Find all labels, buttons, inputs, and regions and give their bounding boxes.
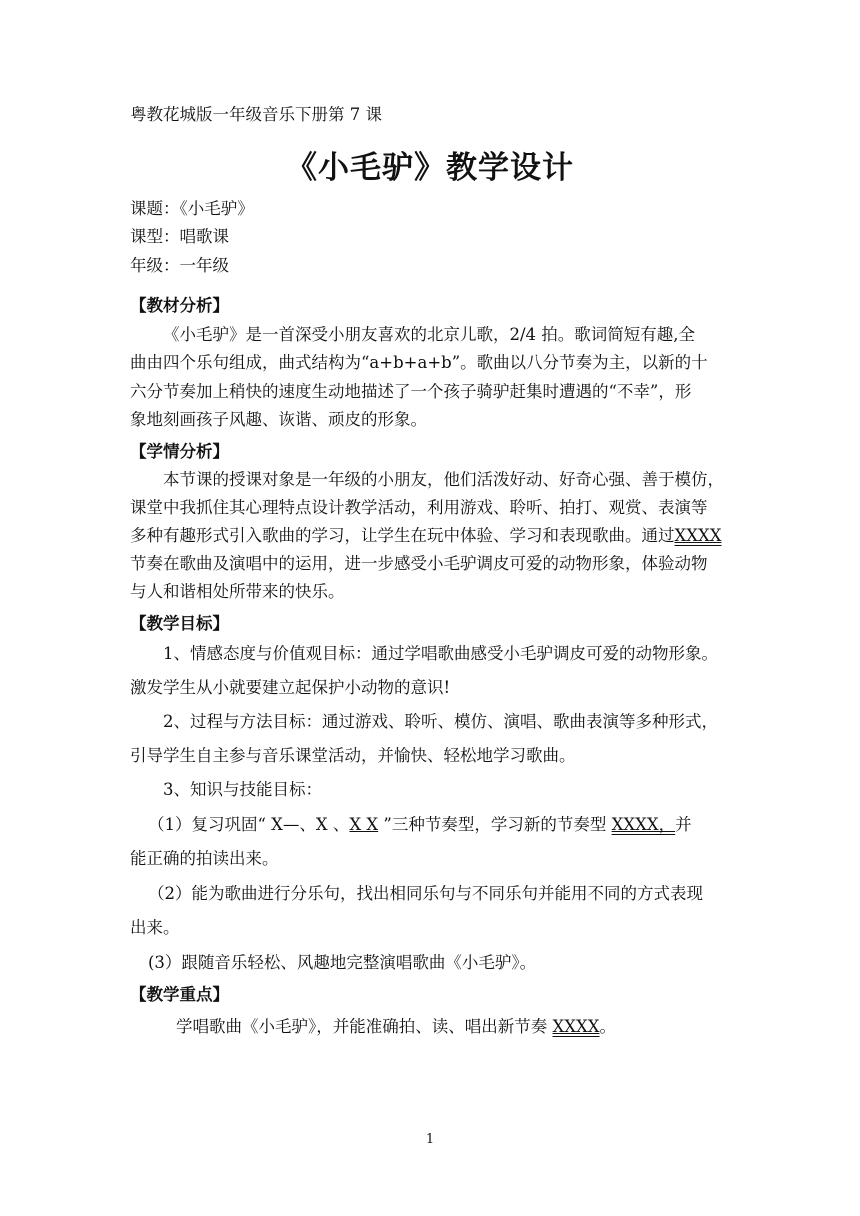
- students-line: 与人和谐相处所带来的快乐。: [130, 582, 345, 601]
- key-point-text: 。: [599, 1017, 616, 1036]
- rhythm-notation: XXXX，: [611, 815, 676, 834]
- meta-type: 课型：唱歌课: [130, 227, 229, 246]
- page-title: 《小毛驴》教学设计: [286, 150, 574, 186]
- material-line: 曲由四个乐句组成，曲式结构为“a+b+a+b”。歌曲以八分节奏为主，以新的十: [130, 353, 708, 372]
- goal-1-line: 1、情感态度与价值观目标：通过学唱歌曲感受小毛驴调皮可爱的动物形象。: [163, 644, 718, 663]
- header-note: 粤教花城版一年级音乐下册第 7 课: [130, 105, 382, 124]
- page-number: 1: [425, 1132, 435, 1147]
- material-line: 象地刻画孩子风趣、诙谐、顽皮的形象。: [130, 410, 427, 429]
- section-heading-material: 【教材分析】: [130, 296, 229, 315]
- goal-1-line: 激发学生从小就要建立起保护小动物的意识!: [130, 678, 451, 697]
- skill-2-line: 出来。: [130, 918, 180, 937]
- key-point-text: 学唱歌曲《小毛驴》，并能准确拍、读、唱出新节奏: [176, 1017, 553, 1036]
- material-line: 六分节奏加上稍快的速度生动地描述了一个孩子骑驴赶集时遭遇的“不幸”，形: [130, 382, 692, 401]
- goal-2-line: 引导学生自主参与音乐课堂活动，并愉快、轻松地学习歌曲。: [130, 746, 576, 765]
- skill-1-text: ”三种节奏型，学习新的节奏型: [378, 815, 612, 834]
- rhythm-notation: XXXX: [674, 526, 722, 545]
- students-line: 课堂中我抓住其心理特点设计教学活动，利用游戏、聆听、拍打、观赏、表演等: [130, 498, 708, 517]
- students-line: 节奏在歌曲及演唱中的运用，进一步感受小毛驴调皮可爱的动物形象，体验动物: [130, 554, 708, 573]
- meta-grade: 年级：一年级: [130, 256, 229, 275]
- skill-1-line: 能正确的拍读出来。: [130, 849, 279, 868]
- skill-1-line: [148, 814, 760, 836]
- skill-1-text: （1）复习巩固“ X—、X 、: [148, 815, 350, 834]
- students-line: [130, 525, 742, 547]
- students-line-text: 多种有趣形式引入歌曲的学习，让学生在玩中体验、学习和表现歌曲。通过: [130, 526, 675, 545]
- rhythm-notation: XXXX: [552, 1017, 600, 1036]
- key-point-line: [176, 1016, 788, 1038]
- material-line: 《小毛驴》是一首深受小朋友喜欢的北京儿歌，2/4 拍。歌词简短有趣,全: [163, 325, 696, 344]
- goal-3-heading: 3、知识与技能目标：: [163, 780, 322, 799]
- skill-2-line: （2）能为歌曲进行分乐句，找出相同乐句与不同乐句并能用不同的方式表现: [148, 884, 703, 903]
- section-heading-goals: 【教学目标】: [130, 614, 229, 633]
- meta-topic: 课题：《小毛驴》: [130, 199, 254, 218]
- skill-1-text: 并: [675, 815, 692, 834]
- rhythm-notation: X X: [349, 815, 379, 834]
- section-heading-key: 【教学重点】: [130, 985, 229, 1004]
- skill-3-line: (3）跟随音乐轻松、风趣地完整演唱歌曲《小毛驴》。: [148, 953, 537, 972]
- students-line: 本节课的授课对象是一年级的小朋友，他们活泼好动、好奇心强、善于模仿，: [163, 470, 724, 489]
- goal-2-line: 2、过程与方法目标：通过游戏、聆听、模仿、演唱、歌曲表演等多种形式，: [163, 712, 718, 731]
- section-heading-students: 【学情分析】: [130, 442, 229, 461]
